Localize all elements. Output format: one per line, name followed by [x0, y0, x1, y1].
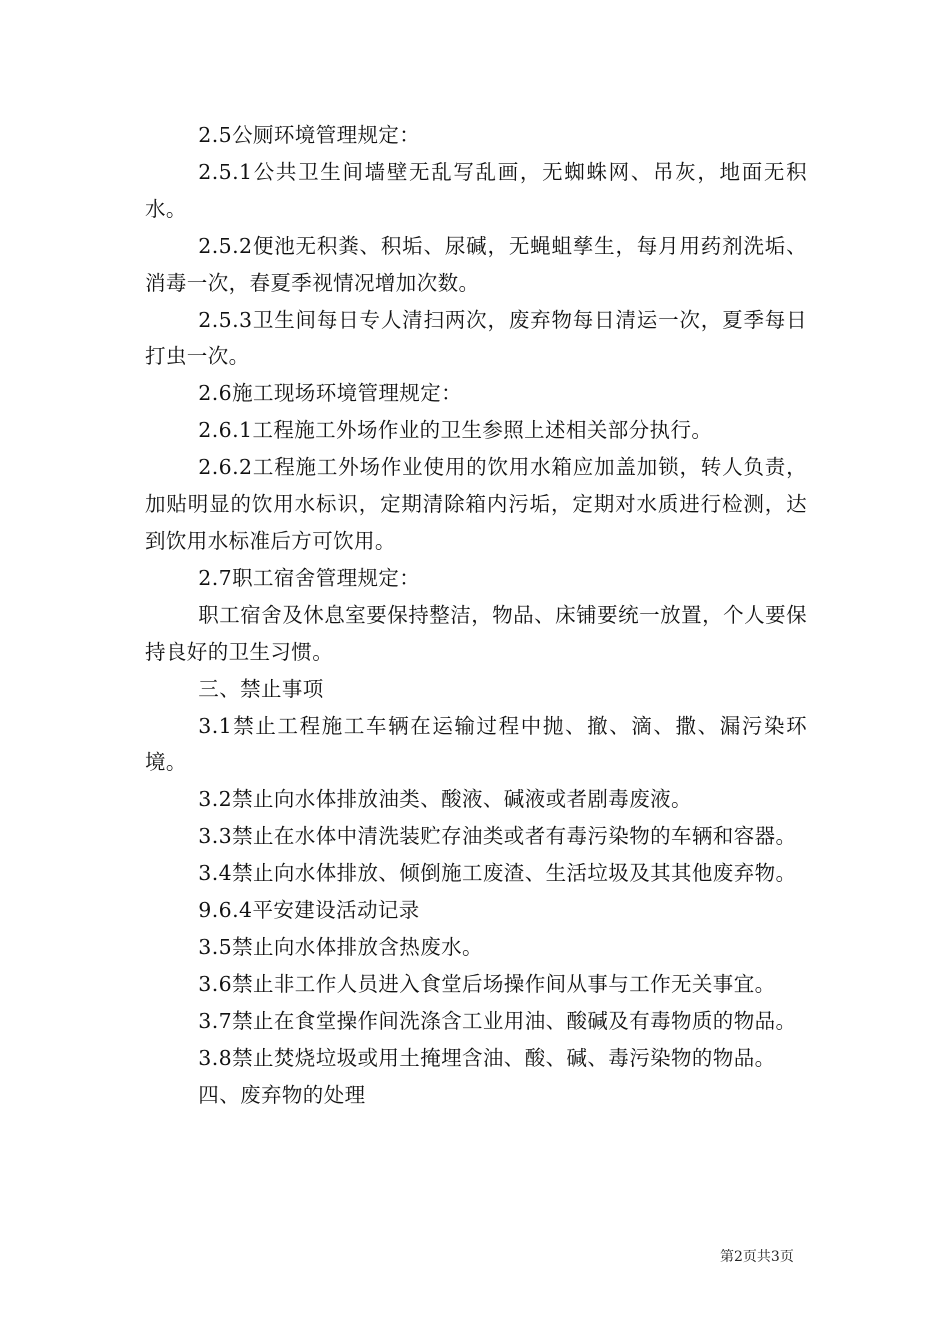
page-number-footer: 第2页共3页 — [720, 1249, 794, 1265]
paragraph: 3.4禁止向水体排放、倾倒施工废渣、生活垃圾及其其他废弃物。 — [198, 861, 797, 886]
paragraph: 职工宿舍及休息室要保持整洁，物品、床铺要统一放置，个人要保持良好的卫生习惯。 — [145, 602, 807, 664]
paragraph: 3.5禁止向水体排放含热废水。 — [198, 934, 483, 959]
paragraph: 3.7禁止在食堂操作间洗涤含工业用油、酸碱及有毒物质的物品。 — [198, 1008, 797, 1033]
section-heading: 四、废弃物的处理 — [198, 1082, 366, 1107]
section-heading: 三、禁止事项 — [198, 676, 324, 701]
paragraph: 2.5.1公共卫生间墙壁无乱写乱画，无蜘蛛网、吊灰，地面无积水。 — [145, 159, 807, 221]
paragraph: 3.3禁止在水体中清洗装贮存油类或者有毒污染物的车辆和容器。 — [198, 824, 797, 849]
paragraph: 2.6施工现场环境管理规定： — [198, 381, 462, 406]
paragraph: 3.2禁止向水体排放油类、酸液、碱液或者剧毒废液。 — [198, 787, 692, 812]
paragraph: 2.5.3卫生间每日专人清扫两次，废弃物每日清运一次，夏季每日打虫一次。 — [145, 307, 807, 369]
paragraph: 2.6.1工程施工外场作业的卫生参照上述相关部分执行。 — [198, 418, 713, 443]
paragraph: 2.5公厕环境管理规定： — [198, 123, 421, 147]
paragraph: 3.8禁止焚烧垃圾或用土掩埋含油、酸、碱、毒污染物的物品。 — [198, 1045, 776, 1070]
paragraph: 2.5.2便池无积粪、积垢、尿碱，无蝇蛆孳生，每月用药剂洗垢、消毒一次，春夏季视情况增加次数。 — [145, 233, 807, 295]
paragraph: 2.6.2工程施工外场作业使用的饮用水箱应加盖加锁，转人负责，加贴明显的饮用水标识，定期清除箱内污垢，定期对水质进行检测，达到饮用水标准后方可饮用。 — [145, 455, 807, 553]
paragraph: 2.7职工宿舍管理规定： — [198, 565, 421, 590]
document-body — [145, 117, 807, 1113]
paragraph: 3.6禁止非工作人员进入食堂后场操作间从事与工作无关事宜。 — [198, 971, 776, 996]
paragraph: 9.6.4平安建设活动记录 — [198, 898, 420, 923]
paragraph: 3.1禁止工程施工车辆在运输过程中抛、撤、滴、撒、漏污染环境。 — [145, 713, 807, 775]
